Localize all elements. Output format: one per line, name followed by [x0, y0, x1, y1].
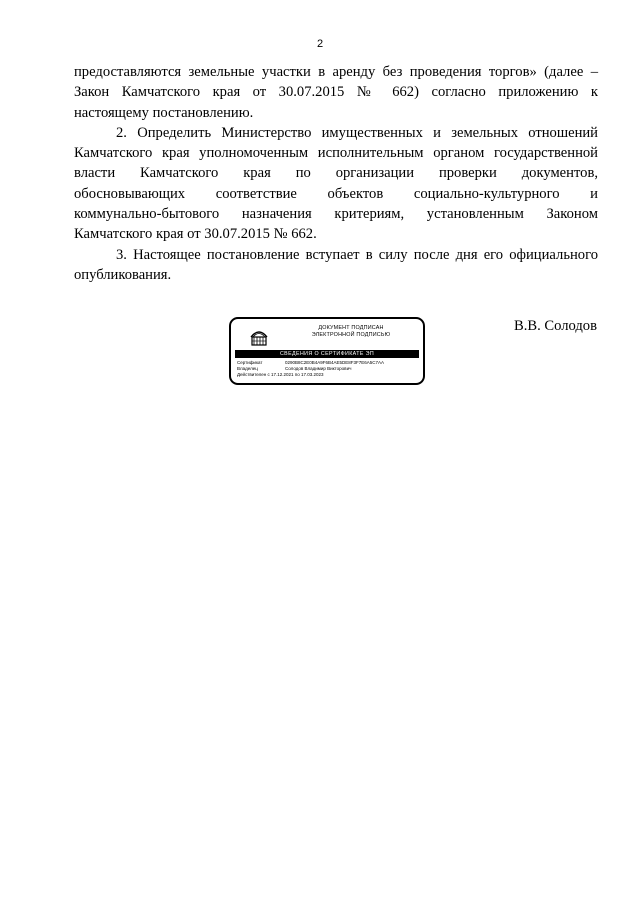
- paragraph-3-line-2: опубликования.: [74, 266, 172, 283]
- stamp-certificate-bar: СВЕДЕНИЯ О СЕРТИФИКАТЕ ЭП: [235, 350, 419, 358]
- stamp-header-line-1: ДОКУМЕНТ ПОДПИСАН: [318, 325, 384, 331]
- paragraph-2-line-6: Камчатского края от 30.07.2015 № 662.: [74, 226, 317, 243]
- owner-value: Солодов Владимир Викторович: [285, 366, 352, 371]
- owner-label: Владелец: [237, 366, 258, 371]
- paragraph-2-line-3: власти Камчатского края по организации проверки документов,: [74, 165, 598, 182]
- paragraph-2-line-2: Камчатского края уполномоченным исполнительным органом государственной: [74, 145, 598, 162]
- validity-value: Действителен с 17.12.2021 по 17.03.2023: [237, 372, 324, 377]
- stamp-header: [281, 325, 421, 339]
- paragraph-2-line-4: обосновывающих соответствие объектов социально-культурного и: [74, 185, 598, 202]
- paragraph-1-line-2: Закон Камчатского края от 30.07.2015 № 662) согласно приложению к: [74, 84, 598, 101]
- stamp-validity-row: [237, 372, 324, 378]
- paragraph-1-line-1: предоставляются земельные участки в аренду без проведения торгов» (далее –: [74, 64, 598, 80]
- paragraph-1-line-3: настоящему постановлению.: [74, 104, 254, 121]
- paragraph-2-line-1: 2. Определить Министерство имущественных и земельных отношений: [116, 124, 598, 141]
- signer-name: В.В. Солодов: [513, 318, 597, 334]
- stamp-certificate-row: [237, 360, 384, 366]
- document-body: [74, 62, 598, 285]
- electronic-signature-stamp: [229, 317, 425, 385]
- certificate-value: 0290B8C2E0B4A9F6B4AE5DE8F3F7E6A5C7AA: [285, 360, 385, 365]
- stamp-owner-row: [237, 366, 351, 372]
- paragraph-2-line-5: коммунально-бытового назначения критериям, установленным Законом: [74, 206, 598, 223]
- certificate-label: Сертификат: [237, 360, 263, 365]
- stamp-header-line-2: ЭЛЕКТРОННОЙ ПОДПИСЬЮ: [311, 332, 391, 338]
- coat-of-arms-icon: [248, 325, 270, 347]
- page-number: 2: [316, 38, 324, 50]
- paragraph-3-line-1: 3. Настоящее постановление вступает в силу после дня его официального: [116, 246, 598, 263]
